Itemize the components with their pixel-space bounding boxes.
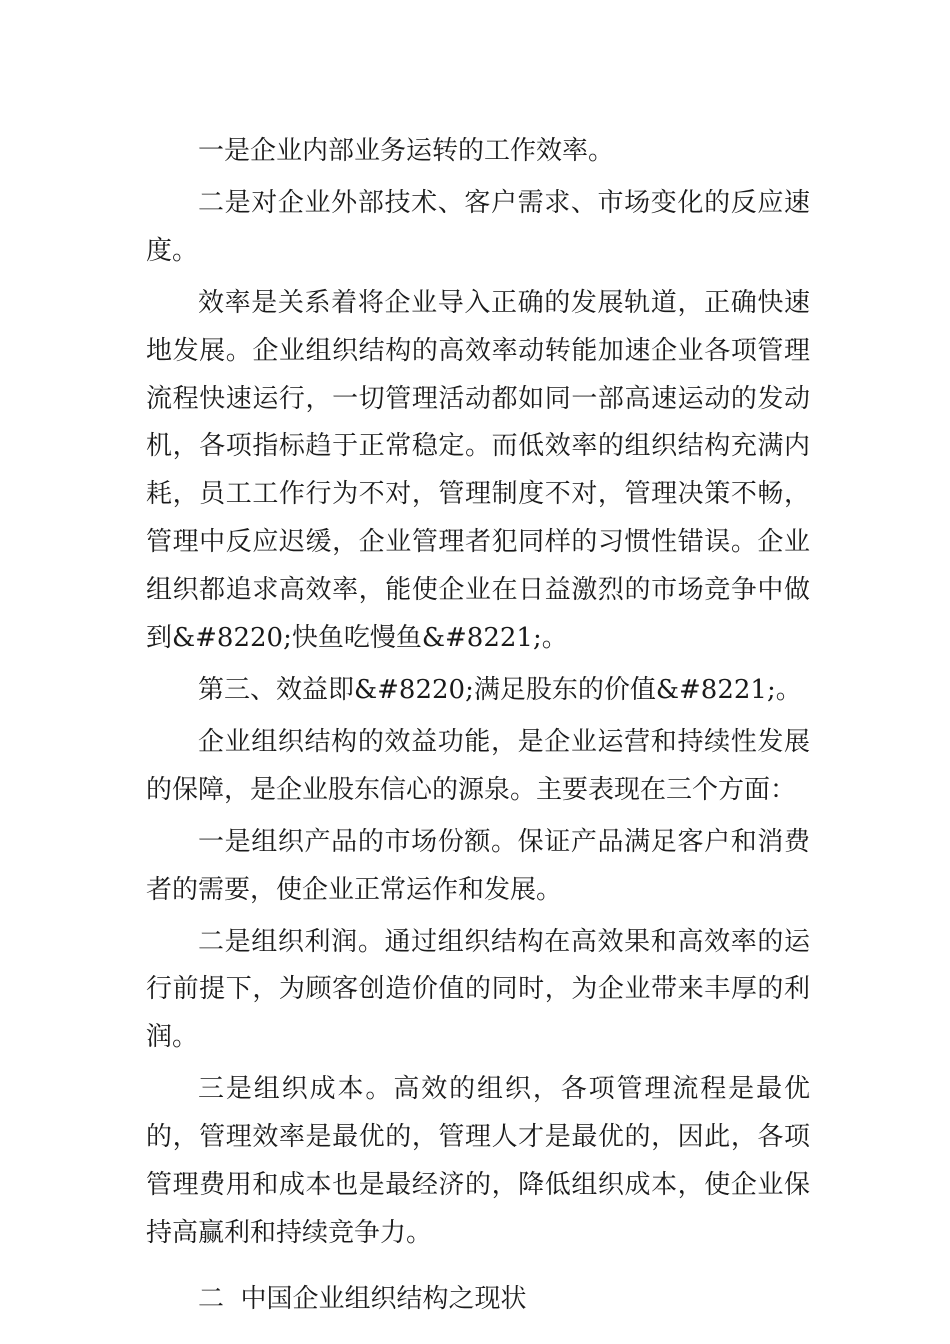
paragraph-market-share: 一是组织产品的市场份额。保证产品满足客户和消费者的需要，使企业正常运作和发展。 xyxy=(146,826,810,905)
section-heading: 二 中国企业组织结构之现状 xyxy=(198,1283,527,1314)
paragraph-profit: 二是组织利润。通过组织结构在高效果和高效率的运行前提下，为顾客创造价值的同时，为企业带来丰厚的利润。 xyxy=(146,926,810,1053)
paragraph-benefit-title: 第三、效益即&#8220;满足股东的价值&#8221;。 xyxy=(198,674,802,705)
paragraph-efficiency-external: 二是对企业外部技术、客户需求、市场变化的反应速度。 xyxy=(146,187,810,266)
paragraph-benefit-function: 企业组织结构的效益功能，是企业运营和持续性发展的保障，是企业股东信心的源泉。主要表现在三个方面： xyxy=(146,726,810,805)
paragraph-efficiency-internal: 一是企业内部业务运转的工作效率。 xyxy=(198,136,615,166)
paragraph-cost: 三是组织成本。高效的组织，各项管理流程是最优的，管理效率是最优的，管理人才是最优的，因此，各项管理费用和成本也是最经济的，降低组织成本，使企业保持高赢利和持续竞争力。 xyxy=(146,1074,810,1248)
paragraph-efficiency-meaning: 效率是关系着将企业导入正确的发展轨道，正确快速地发展。企业组织结构的高效率动转能加速企业各项管理流程快速运行，一切管理活动都如同一部高速运动的发动机，各项指标趋于正常稳定。而低效率的组织结构充满内耗，员工工作行为不对，管理制度不对，管理决策不畅，管理中反应迟缓，企业管理者犯同样的习惯性错误。企业组织都追求高效率，能使企业在日益激烈的市场竞争中做到&#8220;快鱼吃慢鱼&#8221;。 xyxy=(146,287,810,654)
document-page xyxy=(146,128,810,1328)
